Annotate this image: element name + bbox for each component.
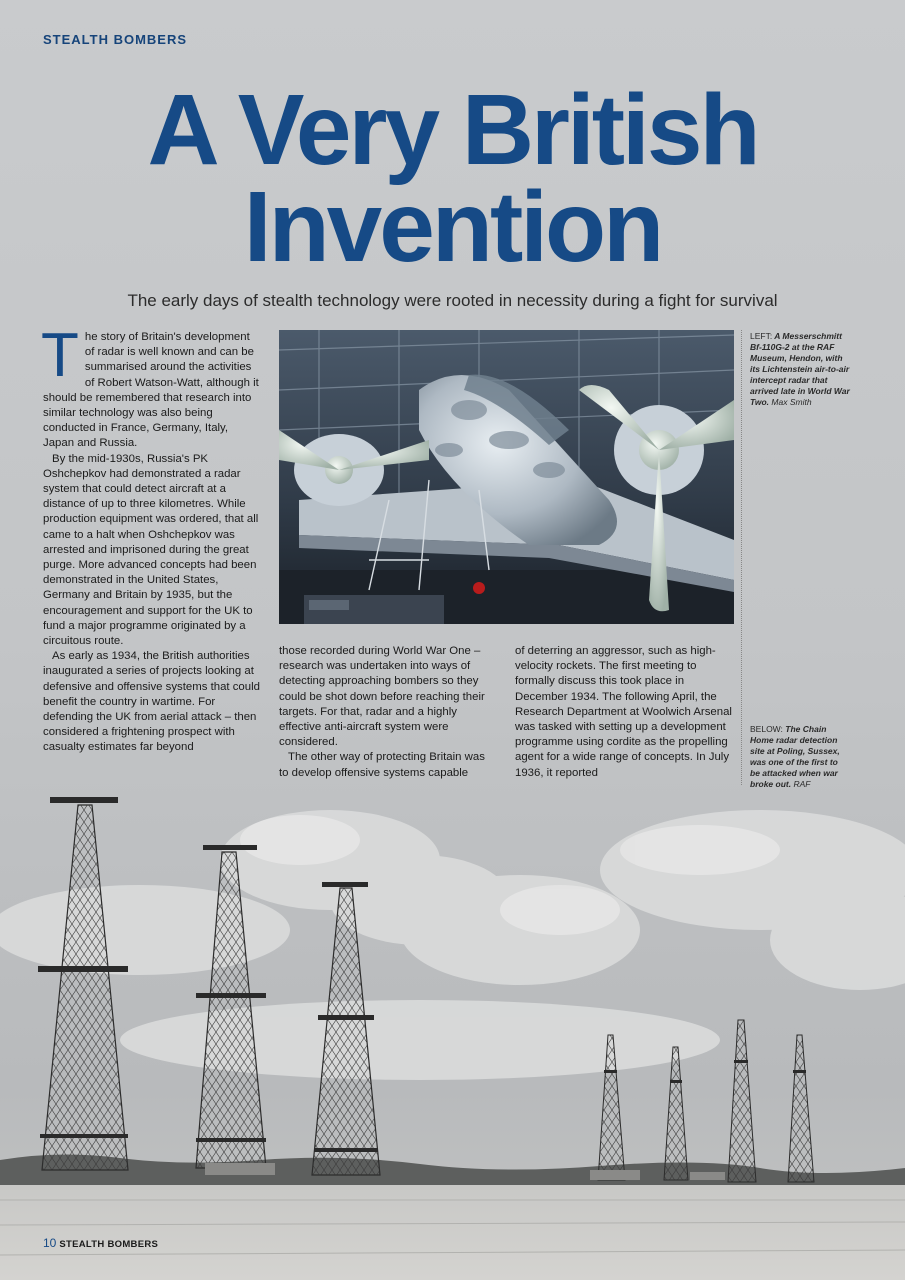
headline-line-2: Invention	[243, 171, 662, 283]
drop-cap: T	[41, 321, 79, 390]
caption-left	[750, 331, 850, 408]
caption-label: LEFT:	[750, 331, 773, 341]
article-column-2	[279, 644, 497, 781]
paragraph: of deterring an aggressor, such as high-velocity rockets. The first meeting to formally discuss this took place in December 1934. The following April, the Research Department at Woolwich Arsenal was tasked with setting up a development programme using cordite as the propelling agent for a wide range of concepts. In July 1936, it reported	[515, 645, 732, 779]
page-number: 10	[43, 1236, 57, 1250]
photo-credit: Max Smith	[771, 397, 812, 407]
paragraph	[41, 321, 260, 452]
page-footer	[43, 1236, 158, 1250]
caption-label: BELOW:	[750, 724, 783, 734]
messerschmitt-photo	[279, 330, 734, 624]
caption-below	[750, 724, 850, 790]
headline-line-1: A Very British	[147, 74, 758, 186]
caption-divider	[741, 330, 742, 785]
caption-text: The Chain Home radar detection site at Poling, Sussex, was one of the first to be attacked when war broke out.	[750, 724, 840, 789]
paragraph: As early as 1934, the British authorities inaugurated a series of projects looking at defensive and offensive systems that could benefit the country in wartime. For defending the UK from aerial attack – then considered a frightening prospect with casualty estimates far beyond	[43, 650, 260, 754]
paragraph: By the mid-1930s, Russia's PK Oshchepkov had demonstrated a radar system that could detect aircraft at a distance of up to three kilometres. While production equipment was ordered, that all came to a halt when Oshchepkov was arrested and imprisoned during the great purge. More advanced concepts had been demonstrated in the United States, Germany and Britain by 1935, but the encouragement and support for the UK to fund a major programme originated by a circuitous route.	[43, 452, 259, 648]
standfirst: The early days of stealth technology were rooted in necessity during a fight for survival	[127, 291, 778, 310]
footer-section: STEALTH BOMBERS	[59, 1239, 159, 1250]
section-label: STEALTH BOMBERS	[43, 32, 188, 47]
paragraph: The other way of protecting Britain was to develop offensive systems capable	[279, 751, 485, 779]
photo-credit: RAF	[793, 779, 811, 789]
paragraph-text: he story of Britain's development of radar is well known and can be summarised around the activities of Robert Watson-Watt, although it should be remembered that research into similar technology was also being conducted in France, Germany, Italy, Japan and Russia.	[43, 331, 259, 450]
paragraph: those recorded during World War One – research was undertaken into ways of detecting approaching bombers so they could be shot down before reaching their targets. For that, radar and a highly effective anti-aircraft system were considered.	[279, 645, 485, 749]
article-column-1	[41, 321, 260, 756]
article-column-3	[515, 644, 733, 781]
caption-text: A Messerschmitt Bf-110G-2 at the RAF Museum, Hendon, with its Lichtenstein air-to-air intercept radar that arrived late in World War Two.	[750, 331, 850, 407]
